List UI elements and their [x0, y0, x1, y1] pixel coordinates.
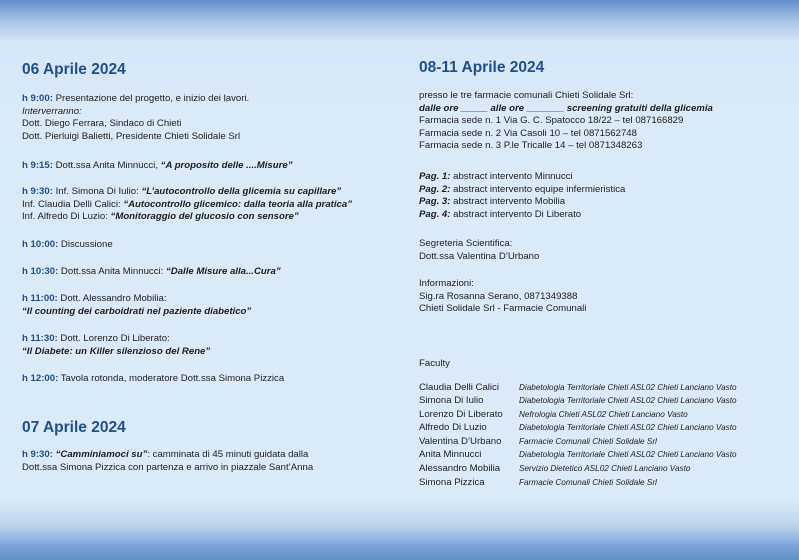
page-text: abstract intervento equipe infermieristica — [450, 183, 626, 195]
page-ref — [419, 209, 625, 222]
talk-title: “Monitoraggio del glucosio con sensore” — [110, 211, 299, 223]
talk-title: “Autocontrollo glicemico: dalla teoria alla pratica” — [123, 198, 353, 210]
faculty-name: Anita Minnucci — [419, 449, 482, 461]
screening-intro: presso le tre farmacie comunali Chieti Solidale Srl: — [419, 90, 634, 101]
faculty-name: Claudia Delli Calici — [419, 381, 499, 393]
session-11-30 — [22, 333, 210, 358]
session-10-00 — [22, 239, 113, 252]
event-text-line2: Dott.ssa Simona Pizzica con partenza e arrivo in piazzale Sant’Anna — [22, 461, 314, 473]
faculty-name: Simona Pizzica — [419, 476, 485, 488]
speaker: Dott.ssa Anita Minnucci: — [58, 266, 166, 277]
segreteria — [419, 238, 539, 263]
speaker: Inf. Alfredo Di Luzio: — [22, 211, 111, 223]
faculty-row — [419, 463, 737, 477]
session-9-15 — [22, 160, 293, 173]
time-label: h 12:00: — [22, 373, 59, 384]
time-label: h 9:15: — [22, 160, 53, 171]
faculty-row — [419, 449, 737, 463]
page-label: Pag. 4: — [419, 208, 451, 220]
faculty-affiliation: Diabetologia Territoriale Chieti ASL02 Chieti Lanciano Vasto — [519, 382, 737, 392]
speaker: Dott. Pierluigi Balietti, Presidente Chieti Solidale Srl — [22, 130, 241, 142]
time-label: h 9:30: — [22, 186, 53, 197]
informazioni — [419, 278, 586, 316]
page-ref — [419, 184, 625, 197]
talk-title: “Il counting dei carboidrati nel paziente diabetico” — [22, 305, 252, 317]
faculty-name: Simona Di Iulio — [419, 395, 484, 407]
screening-hours: dalle ore _____ alle ore _______ screening gratuiti della glicemia — [419, 102, 713, 114]
page-ref — [419, 196, 625, 209]
faculty-affiliation: Diabetologia Territoriale Chieti ASL02 Chieti Lanciano Vasto — [519, 450, 737, 460]
talk-title: “Dalle Misure alla...Cura” — [165, 266, 281, 277]
faculty-name: Valentina D’Urbano — [419, 435, 502, 447]
speaker: Dott. Lorenzo Di Liberato: — [57, 333, 170, 344]
faculty-row — [419, 381, 737, 395]
talk-title: “L’autocontrollo della glicemia su capillare” — [141, 186, 342, 197]
day1-title: 06 Aprile 2024 — [22, 61, 126, 78]
screening-info — [419, 90, 713, 153]
faculty-affiliation: Servizio Dietetico ASL02 Chieti Lanciano Vasto — [519, 464, 691, 474]
info-label: Informazioni: — [419, 278, 474, 289]
session-walk — [22, 449, 313, 474]
page-ref — [419, 171, 625, 184]
event-text: : camminata di 45 minuti guidata dalla — [147, 449, 309, 460]
speaker: Inf. Simona Di Iulio: — [52, 186, 142, 197]
session-9-30 — [22, 186, 352, 224]
speakers-intro: Interverranno: — [22, 105, 82, 117]
day2-title: 07 Aprile 2024 — [22, 419, 126, 436]
faculty-affiliation: Farmacie Comunali Chieti Solidale Srl — [519, 436, 657, 446]
session-10-30 — [22, 266, 281, 279]
talk-title: “Il Diabete: un Killer silenzioso del Rene” — [22, 345, 211, 357]
event-title: “Camminiamoci su” — [52, 449, 148, 460]
day3-title: 08-11 Aprile 2024 — [419, 59, 545, 76]
faculty-title: Faculty — [419, 358, 450, 369]
page-label: Pag. 3: — [419, 196, 451, 208]
session-text: Tavola rotonda, moderatore Dott.ssa Simona Pizzica — [58, 373, 285, 384]
session-text: Discussione — [58, 239, 113, 250]
time-label: h 11:30: — [22, 333, 58, 344]
faculty-name: Alessandro Mobilia — [419, 463, 501, 475]
info-contact: Sig.ra Rosanna Serano, 0871349388 — [419, 290, 578, 302]
speaker: Dott.ssa Anita Minnucci, — [52, 160, 161, 171]
abstract-pages — [419, 171, 625, 221]
time-label: h 11:00: — [22, 293, 58, 304]
faculty-affiliation: Diabetologia Territoriale Chieti ASL02 Chieti Lanciano Vasto — [519, 396, 737, 406]
speaker: Inf. Claudia Delli Calici: — [22, 198, 124, 210]
page-label: Pag. 1: — [419, 171, 451, 182]
faculty-name: Lorenzo Di Liberato — [419, 408, 503, 420]
time-label: h 10:00: — [22, 239, 59, 250]
info-org: Chieti Solidale Srl - Farmacie Comunali — [419, 303, 587, 315]
time-label: h 9:00: — [22, 93, 53, 104]
pharmacy-2: Farmacia sede n. 2 Via Casoli 10 – tel 0871562748 — [419, 127, 637, 139]
page-text: abstract intervento Di Liberato — [450, 208, 582, 220]
time-label: h 9:30: — [22, 449, 53, 460]
faculty-list — [419, 381, 737, 490]
faculty-row — [419, 435, 737, 449]
session-9-00 — [22, 93, 249, 143]
time-label: h 10:30: — [22, 266, 59, 277]
session-text: Presentazione del progetto, e inizio dei lavori. — [52, 93, 250, 104]
faculty-affiliation: Diabetologia Territoriale Chieti ASL02 Chieti Lanciano Vasto — [519, 423, 737, 433]
speaker: Dott. Alessandro Mobilia: — [57, 293, 167, 304]
segreteria-name: Dott.ssa Valentina D’Urbano — [419, 250, 540, 262]
faculty-row — [419, 422, 737, 436]
faculty-affiliation: Nefrologia Chieti ASL02 Chieti Lanciano Vasto — [519, 409, 688, 419]
pharmacy-3: Farmacia sede n. 3 P.le Tricalle 14 – tel 0871348263 — [419, 140, 643, 152]
speaker: Dott. Diego Ferrara, Sindaco di Chieti — [22, 118, 182, 130]
session-12-00 — [22, 373, 284, 386]
faculty-row — [419, 395, 737, 409]
page-text: abstract intervento Minnucci — [450, 171, 573, 182]
page-label: Pag. 2: — [419, 183, 451, 195]
session-11-00 — [22, 293, 251, 318]
faculty-affiliation: Farmacie Comunali Chieti Solidale Srl — [519, 477, 657, 487]
pharmacy-1: Farmacia sede n. 1 Via G. C. Spatocco 18/22 – tel 087166829 — [419, 115, 684, 127]
faculty-name: Alfredo Di Luzio — [419, 422, 487, 434]
segreteria-label: Segreteria Scientifica: — [419, 238, 513, 249]
faculty-row — [419, 476, 737, 490]
page-text: abstract intervento Mobilia — [450, 196, 566, 208]
talk-title: “A proposito delle ....Misure” — [160, 160, 293, 171]
faculty-row — [419, 408, 737, 422]
